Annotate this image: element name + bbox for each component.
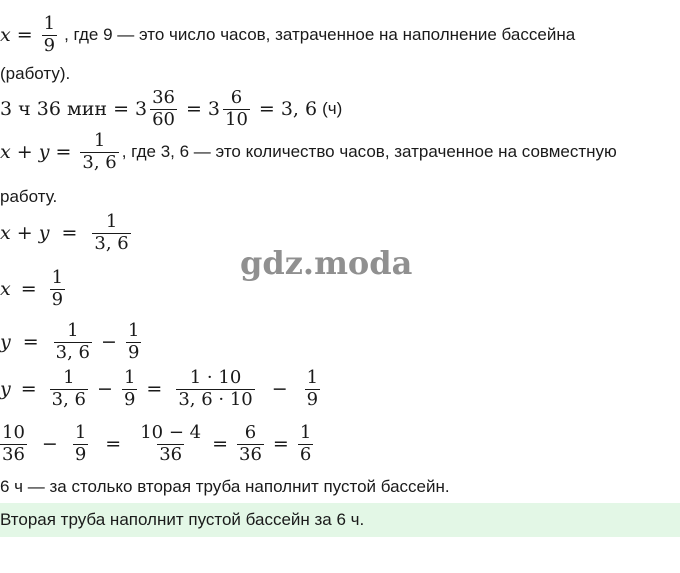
numerator: 10 xyxy=(2,422,25,443)
minus-sign: − xyxy=(41,433,58,456)
fraction xyxy=(73,423,88,465)
equals-sign: = xyxy=(20,378,37,401)
equals-sign: = xyxy=(272,433,289,456)
equals-sign: = xyxy=(20,278,37,301)
numerator: 1 xyxy=(51,267,64,288)
line-9 xyxy=(0,368,323,410)
line-6 xyxy=(0,212,134,254)
explanation-text: , где 3, 6 — это количество часов, затраченное на совместную xyxy=(121,142,617,162)
denominator: 6 xyxy=(299,443,312,465)
denominator: 9 xyxy=(127,341,140,363)
denominator: 10 xyxy=(225,108,248,130)
numerator: 36 xyxy=(152,87,175,108)
minus-sign: − xyxy=(101,331,117,354)
explanation-text: (работу). xyxy=(0,64,71,83)
numerator: 1 xyxy=(74,422,87,443)
equals-sign: = xyxy=(22,331,39,354)
whole-part: 3 xyxy=(207,98,220,121)
fraction xyxy=(122,368,137,410)
numerator: 1 xyxy=(93,130,106,151)
fraction xyxy=(0,423,27,465)
time-value: 3 ч 36 мин xyxy=(0,98,108,121)
answer-text: Вторая труба наполнит пустой бассейн за 6 ч. xyxy=(0,510,365,529)
denominator: 3, 6 · 10 xyxy=(178,388,253,410)
equals-sign: = xyxy=(55,141,72,164)
fraction xyxy=(42,14,57,56)
fraction xyxy=(50,268,65,310)
denominator: 9 xyxy=(74,443,87,465)
fraction xyxy=(237,423,264,465)
explanation-text: , где 9 — это число часов, затраченное на наполнение бассейна xyxy=(64,25,576,45)
mixed-number xyxy=(135,88,180,130)
var-y: y xyxy=(0,378,11,401)
line-3 xyxy=(0,88,342,130)
line-5 xyxy=(0,187,57,207)
equals-sign: = xyxy=(212,433,229,456)
fraction xyxy=(50,368,88,410)
numerator: 6 xyxy=(230,87,243,108)
numerator: 1 · 10 xyxy=(189,367,242,388)
fraction xyxy=(223,88,250,130)
equals-sign: = xyxy=(258,98,275,121)
line-11 xyxy=(0,477,450,497)
whole-part: 3 xyxy=(134,98,148,121)
conclusion-text: 6 ч — за столько вторая труба наполнит пустой бассейн. xyxy=(0,477,450,496)
fraction xyxy=(176,368,254,410)
equals-sign: = xyxy=(185,98,202,121)
answer-box xyxy=(0,503,680,537)
equals-sign: = xyxy=(146,378,163,401)
numerator: 1 xyxy=(306,367,319,388)
fraction xyxy=(80,131,118,173)
numerator: 1 xyxy=(123,367,136,388)
equals-sign: = xyxy=(16,24,33,47)
equals-sign: = xyxy=(105,433,122,456)
denominator: 9 xyxy=(306,388,319,410)
denominator: 36 xyxy=(239,443,262,465)
numerator: 1 xyxy=(63,367,75,388)
result-value: 3, 6 xyxy=(280,98,318,121)
equals-sign: = xyxy=(61,222,78,245)
numerator: 1 xyxy=(105,211,118,232)
line-1 xyxy=(0,14,575,56)
expression-x-plus-y: x + y xyxy=(0,222,50,245)
equals-sign: = xyxy=(113,98,129,121)
denominator: 9 xyxy=(51,288,64,310)
mixed-number xyxy=(208,88,253,130)
minus-sign: − xyxy=(97,378,113,401)
minus-sign: − xyxy=(271,378,288,401)
numerator: 1 xyxy=(299,422,312,443)
line-8 xyxy=(0,321,144,363)
numerator: 6 xyxy=(244,422,257,443)
denominator: 36 xyxy=(159,443,183,465)
expression-x-plus-y: x + y xyxy=(0,141,50,164)
numerator: 10 − 4 xyxy=(140,422,202,443)
fraction xyxy=(126,321,141,363)
var-x: x xyxy=(0,24,11,47)
denominator: 36 xyxy=(2,443,25,465)
numerator: 1 xyxy=(67,320,79,341)
numerator: 1 xyxy=(43,13,56,34)
fraction xyxy=(138,423,203,465)
fraction xyxy=(92,212,130,254)
denominator: 3, 6 xyxy=(94,232,129,254)
line-7 xyxy=(0,268,68,310)
fraction xyxy=(305,368,320,410)
explanation-text: работу. xyxy=(0,187,58,206)
fraction xyxy=(150,88,177,130)
line-2 xyxy=(0,64,70,84)
denominator: 60 xyxy=(152,108,175,130)
denominator: 3, 6 xyxy=(55,341,91,363)
var-x: x xyxy=(0,278,11,301)
denominator: 3, 6 xyxy=(51,388,87,410)
line-4 xyxy=(0,131,617,173)
fraction xyxy=(54,321,92,363)
fraction xyxy=(298,423,313,465)
line-10 xyxy=(0,423,316,465)
var-y: y xyxy=(0,331,11,354)
denominator: 3, 6 xyxy=(82,151,117,173)
unit-label: (ч) xyxy=(322,99,343,119)
denominator: 9 xyxy=(43,34,56,56)
denominator: 9 xyxy=(123,388,136,410)
watermark-logo: gdz.moda xyxy=(240,244,413,282)
numerator: 1 xyxy=(127,320,140,341)
